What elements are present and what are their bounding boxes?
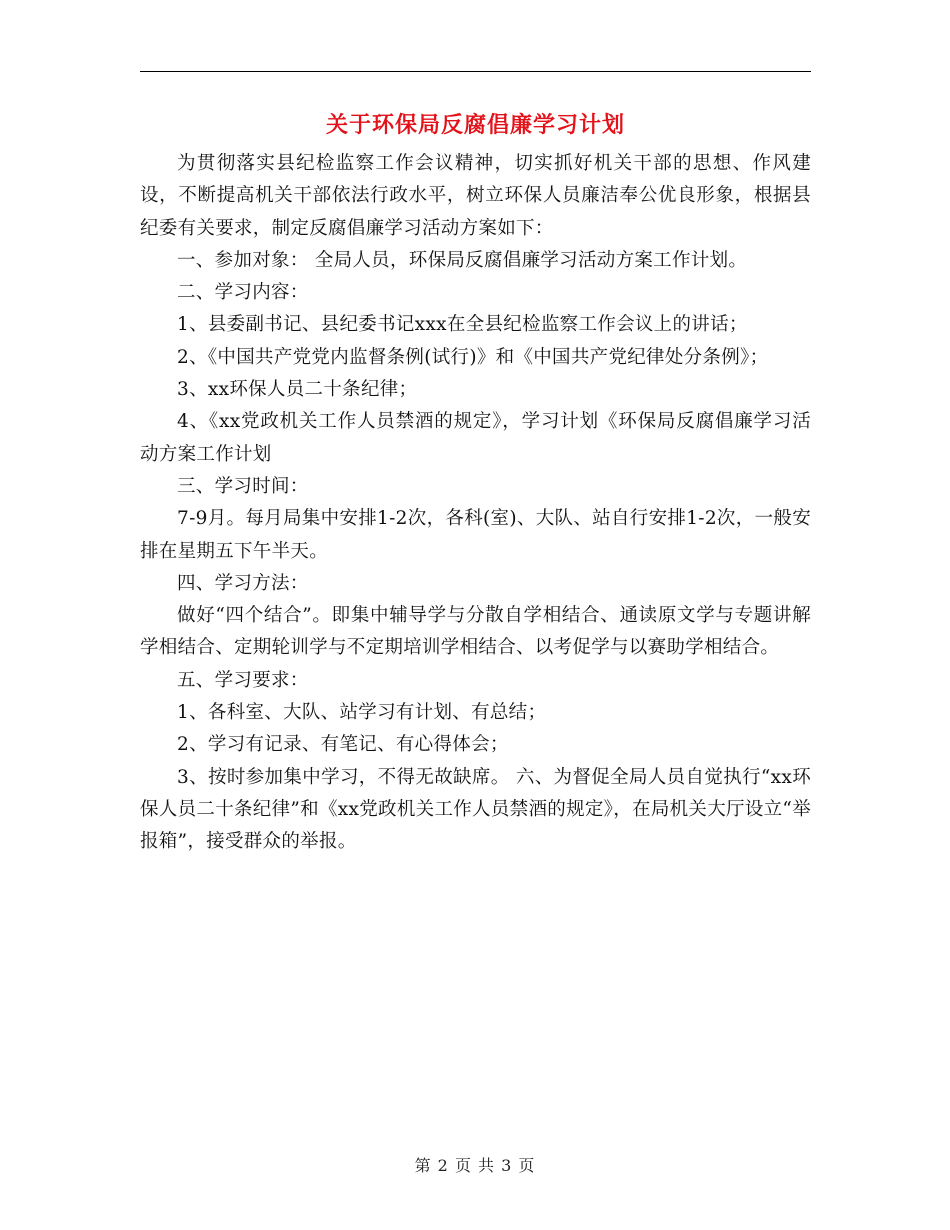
requirement-item-3: 3、按时参加集中学习，不得无故缺席。 六、为督促全局人员自觉执行“xx环保人员二十条纪律”和《xx党政机关工作人员禁酒的规定》，在局机关大厅设立“举报箱”，接受群众的举报。 [140, 766, 811, 853]
content-item-4: 4、《xx党政机关工作人员禁酒的规定》，学习计划《环保局反腐倡廉学习活动方案工作计划 [140, 411, 811, 465]
section-heading-method: 四、学习方法： [177, 572, 309, 594]
requirement-item-1: 1、各科室、大队、站学习有计划、有总结； [177, 702, 547, 724]
content-item-3: 3、xx环保人员二十条纪律； [177, 379, 418, 401]
document-body [140, 148, 811, 859]
section-heading-time: 三、学习时间： [177, 475, 309, 497]
page-number: 第 2 页 共 3 页 [414, 1156, 536, 1175]
method-paragraph: 做好“四个结合”。即集中辅导学与分散自学相结合、通读原文学与专题讲解学相结合、定期轮训学与不定期培训学相结合、以考促学与以赛助学相结合。 [140, 605, 811, 659]
time-paragraph: 7-9月。每月局集中安排1-2次，各科(室)、大队、站自行安排1-2次，一般安排在星期五下午半天。 [140, 508, 811, 562]
content-item-1: 1、县委副书记、县纪委书记xxx在全县纪检监察工作会议上的讲话； [177, 314, 748, 336]
intro-paragraph: 为贯彻落实县纪检监察工作会议精神，切实抓好机关干部的思想、作风建设，不断提高机关干部依法行政水平，树立环保人员廉洁奉公优良形象，根据县纪委有关要求，制定反腐倡廉学习活动方案如下： [140, 153, 811, 239]
section-heading-requirements: 五、学习要求： [177, 669, 309, 691]
section-heading-content: 二、学习内容： [177, 282, 309, 304]
header-rule [140, 71, 811, 72]
document-title: 关于环保局反腐倡廉学习计划 [325, 112, 625, 138]
requirement-item-2: 2、学习有记录、有笔记、有心得体会； [177, 734, 509, 756]
section-participants: 一、参加对象： 全局人员，环保局反腐倡廉学习活动方案工作计划。 [177, 249, 748, 271]
content-item-2: 2、《中国共产党党内监督条例(试行)》和《中国共产党纪律处分条例》； [177, 346, 769, 368]
